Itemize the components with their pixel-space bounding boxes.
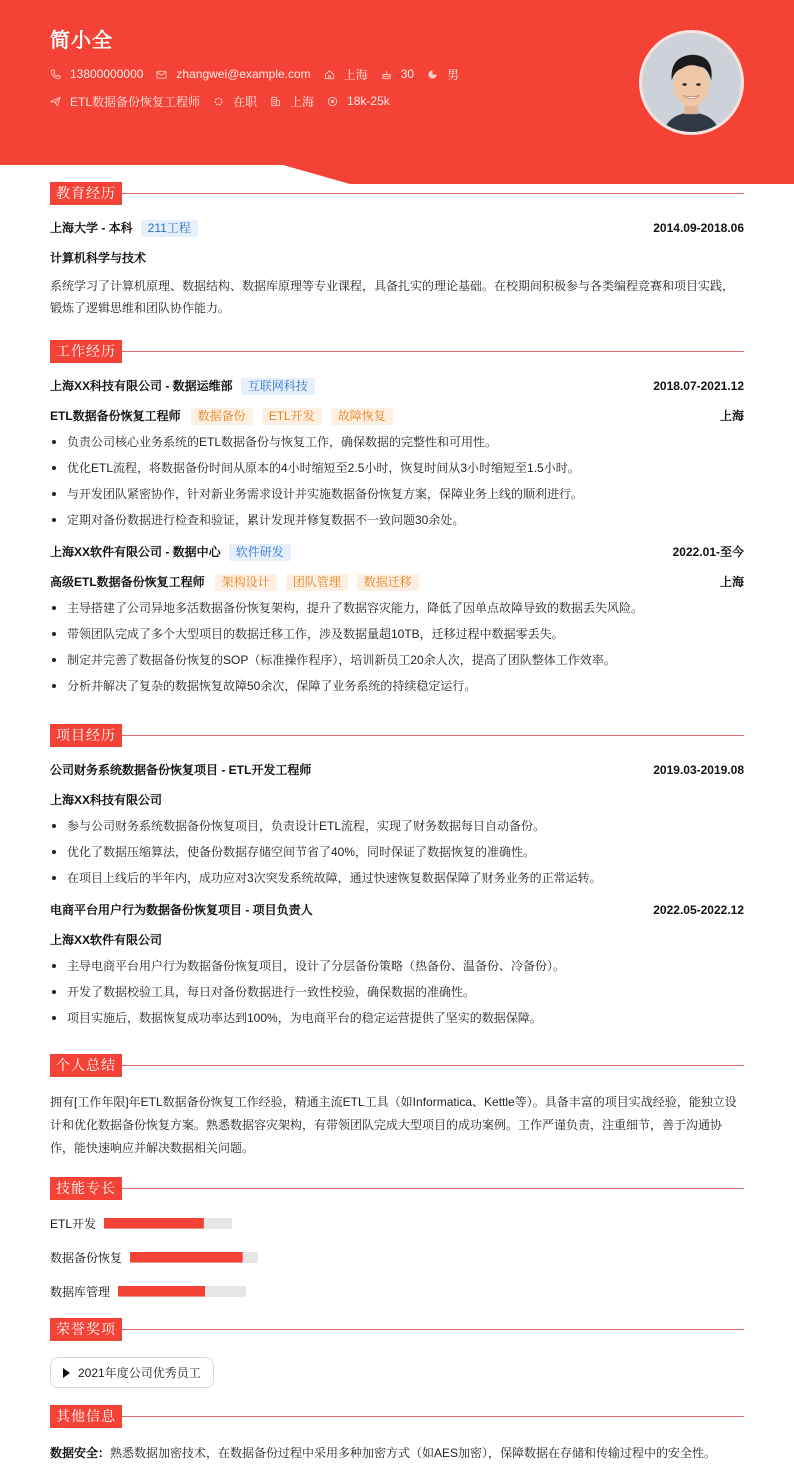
work-city-item: 上海 xyxy=(270,93,314,110)
skill-tag: 架构设计 xyxy=(215,574,277,591)
list-item: 优化ETL流程，将数据备份时间从原本的4小时缩短至2.5小时，恢复时间从3小时缩短至1.5小时。 xyxy=(50,455,744,481)
education-section xyxy=(50,182,744,319)
position-item: ETL数据备份恢复工程师 xyxy=(50,93,200,110)
triangle-right-icon xyxy=(63,1368,70,1378)
section-title: 技能专长 xyxy=(50,1177,122,1200)
summary-text: 拥有[工作年限]年ETL数据备份恢复工作经验，精通主流ETL工具（如Informatica、Kettle等）。具备丰富的项目实战经验，能独立设计和优化数据备份恢复方案。熟悉数据容灾架构，有带领团队完成大型项目的成功案例。工作严谨负责，注重细节，善于沟通协作，能快速响应并解决数据相关问题。 xyxy=(50,1095,737,1155)
industry-tag: 互联网科技 xyxy=(241,378,315,395)
status-icon xyxy=(213,96,224,107)
school-degree: 上海大学 - 本科 xyxy=(50,221,133,235)
education-item-header xyxy=(50,219,744,237)
work-company-row xyxy=(50,377,744,395)
skill-bar xyxy=(130,1252,258,1263)
skill-bar-fill xyxy=(130,1252,243,1263)
section-header xyxy=(50,340,744,363)
skill-name: ETL开发 xyxy=(50,1216,97,1231)
list-item: 制定并完善了数据备份恢复的SOP（标准操作程序），培训新员工20余人次，提高了团队整体工作效率。 xyxy=(50,647,744,673)
work-item xyxy=(50,377,744,533)
section-header xyxy=(50,182,744,205)
project-date: 2022.05-2022.12 xyxy=(653,903,744,917)
age-item: 30 xyxy=(381,67,414,81)
work-company-row xyxy=(50,543,744,561)
status-item: 在职 xyxy=(213,93,257,110)
work-position-row xyxy=(50,573,744,591)
projects-section xyxy=(50,724,744,1031)
section-divider xyxy=(122,735,744,736)
school-tag: 211工程 xyxy=(141,220,198,237)
section-header xyxy=(50,724,744,747)
resume-body xyxy=(0,182,794,1464)
email-item: zhangwei@example.com xyxy=(156,67,310,81)
list-item: 优化了数据压缩算法，使备份数据存储空间节省了40%，同时保证了数据恢复的准确性。 xyxy=(50,839,744,865)
project-date: 2019.03-2019.08 xyxy=(653,763,744,777)
summary-section xyxy=(50,1054,744,1160)
section-divider xyxy=(122,193,744,194)
section-header xyxy=(50,1054,744,1077)
skill-item xyxy=(50,1214,403,1232)
salary-item: 18k-25k xyxy=(327,94,390,108)
city-item: 上海 xyxy=(324,66,368,83)
project-item xyxy=(50,761,744,891)
list-item: 主导电商平台用户行为数据备份恢复项目，设计了分层备份策略（热备份、温备份、冷备份）。 xyxy=(50,953,744,979)
award-item xyxy=(50,1357,214,1388)
section-divider xyxy=(122,351,744,352)
work-date: 2022.01-至今 xyxy=(672,545,744,559)
resume-header xyxy=(0,0,794,184)
list-item: 带领团队完成了多个大型项目的数据迁移工作，涉及数据量超10TB，迁移过程中数据零丢失。 xyxy=(50,621,744,647)
list-item: 项目实施后，数据恢复成功率达到100%，为电商平台的稳定运营提供了坚实的数据保障。 xyxy=(50,1005,744,1031)
work-location: 上海 xyxy=(719,575,744,589)
section-title: 个人总结 xyxy=(50,1054,122,1077)
phone-icon xyxy=(50,69,61,80)
gender-item: 男 xyxy=(427,66,459,83)
skill-tag: 故障恢复 xyxy=(331,408,393,425)
list-item: 定期对备份数据进行检查和验证，累计发现并修复数据不一致问题30余处。 xyxy=(50,507,744,533)
skill-tag: ETL开发 xyxy=(262,408,322,425)
work-bullets xyxy=(50,595,744,699)
list-item: 开发了数据校验工具，每日对备份数据进行一致性校验，确保数据的准确性。 xyxy=(50,979,744,1005)
work-item xyxy=(50,543,744,699)
project-company: 上海XX软件有限公司 xyxy=(50,933,163,947)
major: 计算机科学与技术 xyxy=(50,251,147,265)
cake-icon xyxy=(381,69,392,80)
section-divider xyxy=(122,1416,744,1417)
section-title: 其他信息 xyxy=(50,1405,122,1428)
project-company: 上海XX科技有限公司 xyxy=(50,793,163,807)
skill-bar xyxy=(104,1218,232,1229)
list-item: 与开发团队紧密协作，针对新业务需求设计并实施数据备份恢复方案，保障业务上线的顺利进行。 xyxy=(50,481,744,507)
skill-name: 数据备份恢复 xyxy=(50,1250,123,1265)
candidate-name: 简小全 xyxy=(50,30,113,52)
section-title: 教育经历 xyxy=(50,182,122,205)
section-header xyxy=(50,1318,744,1341)
section-title: 荣誉奖项 xyxy=(50,1318,122,1341)
industry-tag: 软件研发 xyxy=(229,544,291,561)
skill-tag: 数据迁移 xyxy=(357,574,419,591)
list-item: 负责公司核心业务系统的ETL数据备份与恢复工作，确保数据的完整性和可用性。 xyxy=(50,429,744,455)
position-title: ETL数据备份恢复工程师 xyxy=(50,409,181,423)
other-section xyxy=(50,1405,744,1464)
skill-item xyxy=(50,1248,403,1266)
building-icon xyxy=(270,96,281,107)
company-name: 上海XX软件有限公司 - 数据中心 xyxy=(50,545,221,559)
skill-item xyxy=(50,1282,403,1300)
skill-name: 数据库管理 xyxy=(50,1284,111,1299)
home-icon xyxy=(324,69,335,80)
project-item xyxy=(50,901,744,1031)
mail-icon xyxy=(156,69,167,80)
work-date: 2018.07-2021.12 xyxy=(653,379,744,393)
list-item: 在项目上线后的半年内，成功应对3次突发系统故障，通过快速恢复数据保障了财务业务的正常运转。 xyxy=(50,865,744,891)
work-section xyxy=(50,340,744,699)
section-divider xyxy=(122,1329,744,1330)
skill-bar-fill xyxy=(118,1286,205,1297)
skill-tag: 团队管理 xyxy=(286,574,348,591)
work-position-row xyxy=(50,407,744,425)
education-date: 2014.09-2018.06 xyxy=(653,221,744,235)
section-title: 工作经历 xyxy=(50,340,122,363)
education-description: 系统学习了计算机原理、数据结构、数据库原理等专业课程，具备扎实的理论基础。在校期间积极参与各类编程竞赛和项目实践，锻炼了逻辑思维和团队协作能力。 xyxy=(50,279,735,315)
list-item: 分析并解决了复杂的数据恢复故障50余次，保障了业务系统的持续稳定运行。 xyxy=(50,673,744,699)
list-item: 主导搭建了公司异地多活数据备份恢复架构，提升了数据容灾能力，降低了因单点故障导致的数据丢失风险。 xyxy=(50,595,744,621)
project-name: 电商平台用户行为数据备份恢复项目 - 项目负责人 xyxy=(50,903,313,917)
project-header-row xyxy=(50,761,744,779)
skills-section xyxy=(50,1177,744,1316)
project-header-row xyxy=(50,901,744,919)
work-bullets xyxy=(50,429,744,533)
salary-icon xyxy=(327,96,338,107)
section-divider xyxy=(122,1065,744,1066)
project-bullets xyxy=(50,813,744,891)
skill-bar-fill xyxy=(104,1218,204,1229)
phone-item: 13800000000 xyxy=(50,67,143,81)
skill-bar xyxy=(118,1286,246,1297)
position-title: 高级ETL数据备份恢复工程师 xyxy=(50,575,205,589)
skill-tag: 数据备份 xyxy=(191,408,253,425)
section-title: 项目经历 xyxy=(50,724,122,747)
section-header xyxy=(50,1405,744,1428)
section-divider xyxy=(122,1188,744,1189)
gender-icon xyxy=(427,69,438,80)
project-name: 公司财务系统数据备份恢复项目 - ETL开发工程师 xyxy=(50,763,312,777)
list-item: 参与公司财务系统数据备份恢复项目，负责设计ETL流程，实现了财务数据每日自动备份。 xyxy=(50,813,744,839)
other-item-text: 熟悉数据加密技术，在数据备份过程中采用多种加密方式（如AES加密），保障数据在存储和传输过程中的安全性。 xyxy=(110,1446,717,1460)
section-header xyxy=(50,1177,744,1200)
awards-section xyxy=(50,1318,744,1388)
award-label: 2021年度公司优秀员工 xyxy=(78,1366,201,1380)
company-name: 上海XX科技有限公司 - 数据运维部 xyxy=(50,379,233,393)
work-location: 上海 xyxy=(719,409,744,423)
skills-list xyxy=(50,1214,744,1316)
send-icon xyxy=(50,96,61,107)
project-bullets xyxy=(50,953,744,1031)
other-item xyxy=(50,1442,744,1464)
avatar xyxy=(639,30,744,135)
other-item-label: 数据安全： xyxy=(50,1446,111,1460)
